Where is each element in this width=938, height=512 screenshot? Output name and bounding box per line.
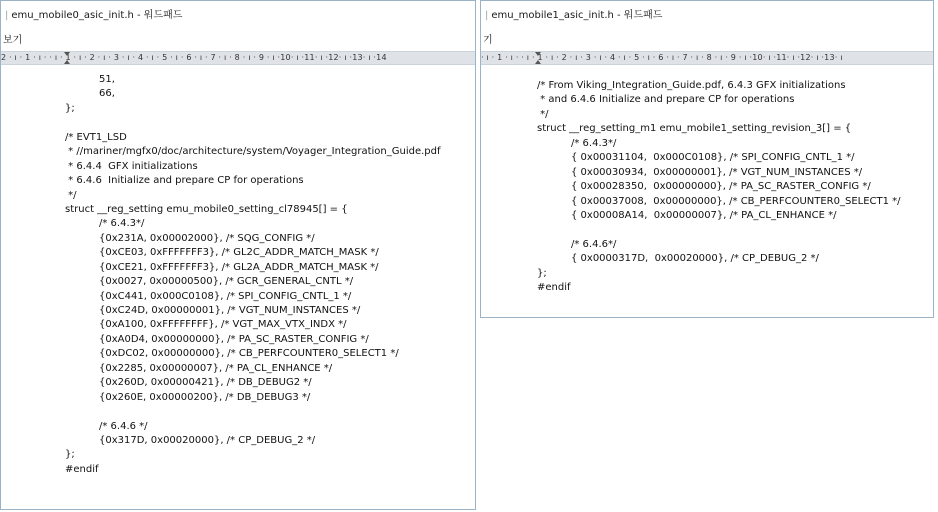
code-line: };: [65, 449, 75, 461]
code-line: struct __reg_setting_m1 emu_mobile1_setting_revision_3[] = {: [537, 123, 852, 135]
code-line: */: [537, 108, 549, 120]
indent-marker-icon[interactable]: [534, 52, 541, 64]
code-line: {0x260E, 0x00000200}, /* DB_DEBUG3 */: [99, 391, 311, 403]
document-body-left[interactable]: [1, 65, 475, 477]
code-line: [481, 223, 933, 237]
code-line: #endif: [537, 282, 571, 294]
code-line: {0xA0D4, 0x00000000}, /* PA_SC_RASTER_CONFIG */: [99, 333, 369, 345]
code-line: {0xC24D, 0x00000001}, /* VGT_NUM_INSTANCES */: [99, 305, 361, 316]
code-line: { 0x0000317D, 0x00020000}, /* CP_DEBUG_2 */: [571, 253, 819, 265]
ruler-scale-right: · ı · 1 · ı · · ı · 1 · ı · 2 · ı · 3 · ı · 4 · ı · 5 · ı · 6 · ı · 7 · ı · 8 · ı · 9 · ı ·10· ı ·11· ı ·12· ı ·13· ı: [481, 53, 843, 62]
title-bar-right[interactable]: [481, 1, 933, 31]
menu-bar-right: [481, 31, 933, 51]
code-line: { 0x00031104, 0x000C0108}, /* SPI_CONFIG_CNTL_1 */: [571, 152, 855, 164]
code-line: 51,: [99, 74, 115, 85]
code-line: {0xDC02, 0x00000000}, /* CB_PERFCOUNTER0_SELECT1 */: [99, 348, 399, 360]
title-separator: |: [5, 10, 9, 21]
code-line: { 0x00030934, 0x00000001}, /* VGT_NUM_INSTANCES */: [571, 166, 863, 178]
code-line: /* From Viking_Integration_Guide.pdf, 6.4.3 GFX initializations: [537, 80, 846, 91]
code-line: { 0x00008A14, 0x00000007}, /* PA_CL_ENHANCE */: [571, 209, 837, 221]
window-title-left: emu_mobile0_asic_init.h - 워드패드: [11, 10, 183, 21]
ruler-scale-left: 2 · ı · 1 · ı · · ı · 1 · ı · 2 · ı · 3 · ı · 4 · ı · 5 · ı · 6 · ı · 7 · ı · 8 · ı · 9 · ı ·10· ı ·11· ı ·12· ı ·13· ı ·14: [1, 53, 387, 62]
code-line: 66,: [99, 88, 115, 100]
code-line: #endif: [65, 463, 99, 475]
code-line: {0xCE03, 0xFFFFFFF3}, /* GL2C_ADDR_MATCH_MASK */: [99, 247, 379, 259]
ruler-left[interactable]: [1, 51, 475, 65]
code-line: struct __reg_setting emu_mobile0_setting_cl78945[] = {: [65, 203, 348, 215]
code-line: {0x260D, 0x00000421}, /* DB_DEBUG2 */: [99, 377, 312, 389]
ruler-right[interactable]: [481, 51, 933, 65]
menu-item-view-right[interactable]: 기: [483, 35, 493, 46]
code-line: {0xA100, 0xFFFFFFFF}, /* VGT_MAX_VTX_INDX */: [99, 319, 347, 331]
window-title-right: emu_mobile1_asic_init.h - 워드패드: [491, 10, 663, 21]
code-line: * //mariner/mgfx0/doc/architecture/system/Voyager_Integration_Guide.pdf: [65, 146, 441, 158]
code-line: { 0x00037008, 0x00000000}, /* CB_PERFCOUNTER0_SELECT1 */: [571, 195, 901, 207]
code-line: {0x2285, 0x00000007}, /* PA_CL_ENHANCE */: [99, 362, 333, 374]
indent-marker-icon[interactable]: [63, 52, 70, 64]
document-body-right[interactable]: [481, 65, 933, 296]
title-bar-left[interactable]: [1, 1, 475, 31]
menu-item-view-left[interactable]: 보기: [3, 35, 23, 46]
code-line: */: [65, 189, 77, 201]
code-line: * 6.4.6 Initialize and prepare CP for operations: [65, 175, 304, 187]
code-line: /* 6.4.6 */: [99, 420, 148, 432]
code-line: * and 6.4.6 Initialize and prepare CP for operations: [537, 94, 795, 106]
code-line: /* 6.4.6*/: [571, 238, 617, 250]
code-line: { 0x00028350, 0x00000000}, /* PA_SC_RASTER_CONFIG */: [571, 181, 871, 193]
code-line: /* 6.4.3*/: [571, 137, 617, 149]
title-separator: |: [485, 10, 489, 21]
code-line: {0x231A, 0x00002000}, /* SQG_CONFIG */: [99, 232, 315, 244]
code-line: };: [65, 102, 75, 114]
code-line: [1, 116, 475, 130]
code-line: {0x0027, 0x00000500}, /* GCR_GENERAL_CNTL */: [99, 276, 354, 288]
code-line: /* 6.4.3*/: [99, 218, 145, 230]
code-line: [1, 405, 475, 419]
menu-bar-left: [1, 31, 475, 51]
code-line: {0x317D, 0x00020000}, /* CP_DEBUG_2 */: [99, 434, 316, 446]
code-line: * 6.4.4 GFX initializations: [65, 160, 198, 172]
code-line: {0xCE21, 0xFFFFFFF3}, /* GL2A_ADDR_MATCH_MASK */: [99, 261, 379, 273]
code-line: {0xC441, 0x000C0108}, /* SPI_CONFIG_CNTL_1 */: [99, 290, 352, 302]
code-line: /* EVT1_LSD: [65, 131, 127, 143]
code-line: };: [537, 267, 547, 279]
wordpad-window-right: [480, 0, 934, 318]
